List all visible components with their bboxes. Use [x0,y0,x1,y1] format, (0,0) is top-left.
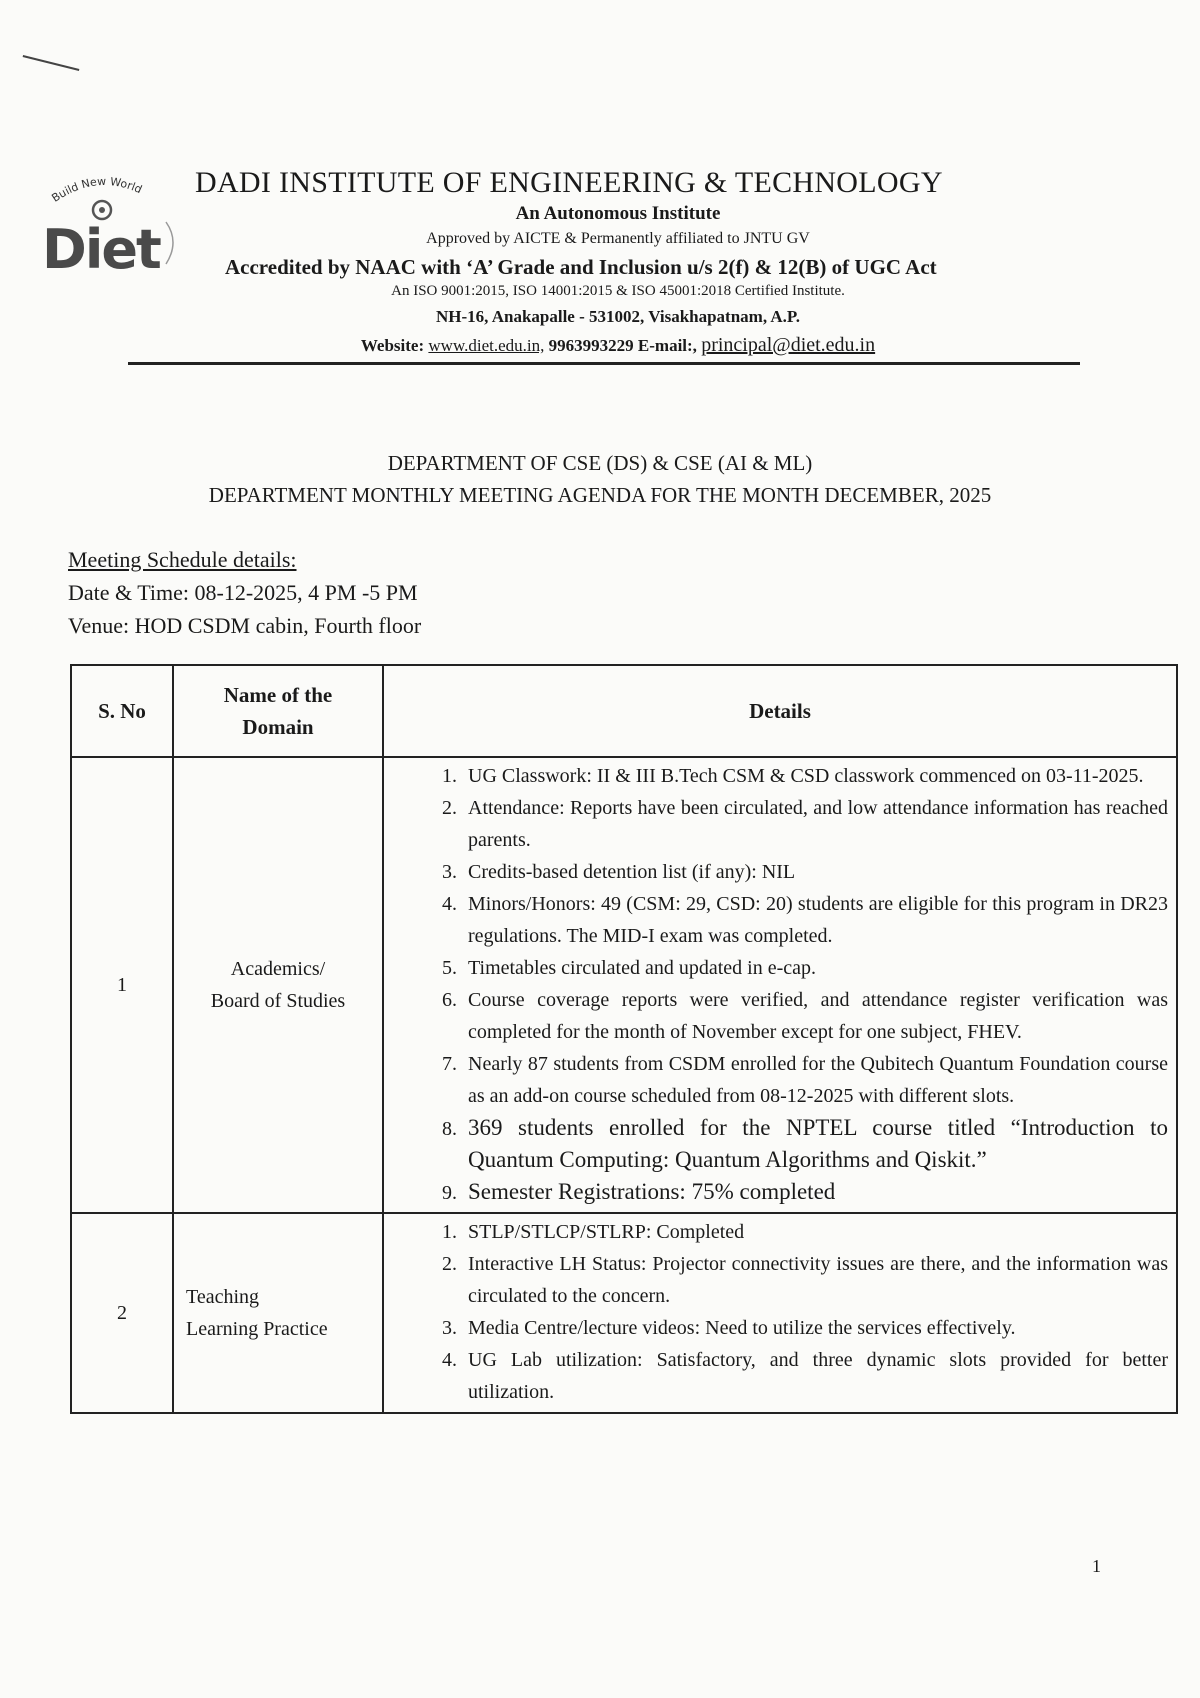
approval-line: Approved by AICTE & Permanently affiliated to JNTU GV [426,230,810,247]
website-label: Website: [360,336,425,355]
list-item: 1. UG Classwork: II & III B.Tech CSM & CSD classwork commenced on 03-11-2025. [462,760,1168,792]
table-row [71,757,1177,1213]
row-domain-line1: Academics/ [230,958,326,980]
list-item: 2. Attendance: Reports have been circulated, and low attendance information has reached parents. [462,792,1168,856]
header-domain [173,665,383,757]
pen-mark [23,55,80,71]
row-domain [173,1213,383,1413]
page-number: 1 [1092,1556,1101,1576]
contact-line [118,334,1118,357]
schedule-heading: Meeting Schedule details: [68,547,297,572]
list-item: 5. Timetables circulated and updated in e-cap. [462,952,1168,984]
list-item: 1. STLP/STLCP/STLRP: Completed [462,1216,1168,1248]
row-domain-line2: Learning Practice [186,1318,328,1340]
email-link[interactable]: principal@diet.edu.in [701,334,876,356]
header-details: Details [383,665,1177,757]
row-domain-line1: Teaching [186,1286,260,1308]
row-details [383,1213,1177,1413]
phone-number: 9963993229 [548,336,634,355]
header-domain-line2: Domain [242,715,314,739]
row-details [383,757,1177,1213]
agenda-table [70,664,1178,1414]
department-title: DEPARTMENT OF CSE (DS) & CSE (AI & ML) [387,451,813,475]
table-row [71,1213,1177,1413]
iso-line: An ISO 9001:2015, ISO 14001:2015 & ISO 45001:2018 Certified Institute. [391,283,845,299]
website-link[interactable]: www.diet.edu.in, [428,336,545,355]
address-line: NH-16, Anakapalle - 531002, Visakhapatnam, A.P. [436,307,800,326]
meeting-venue: Venue: HOD CSDM cabin, Fourth floor [68,613,422,638]
list-item: 6. Course coverage reports were verified, and attendance register verification was completed for the month of November except for one subject, FHEV. [462,984,1168,1048]
row-sno: 1 [71,757,173,1213]
row-sno: 2 [71,1213,173,1413]
logo-wordmark: Diet [42,218,160,281]
header-sno: S. No [71,665,173,757]
list-item: 3. Credits-based detention list (if any): NIL [462,856,1168,888]
list-item: 4. Minors/Honors: 49 (CSM: 29, CSD: 20) students are eligible for this program in DR23 regulations. The MID-I exam was completed. [462,888,1168,952]
list-item: 2. Interactive LH Status: Projector connectivity issues are there, and the information was circulated to the concern. [462,1248,1168,1312]
list-item: 9. Semester Registrations: 75% completed [462,1176,1168,1208]
header-divider [128,362,1080,365]
meeting-date-time: Date & Time: 08-12-2025, 4 PM -5 PM [68,580,418,605]
list-item: 3. Media Centre/lecture videos: Need to utilize the services effectively. [462,1312,1168,1344]
agenda-title: DEPARTMENT MONTHLY MEETING AGENDA FOR THE MONTH DECEMBER, 2025 [208,483,992,507]
header-domain-line1: Name of the [223,683,333,707]
row-domain [173,757,383,1213]
table-header-row [71,665,1177,757]
institute-subtitle: An Autonomous Institute [515,203,721,224]
list-item: 8. 369 students enrolled for the NPTEL course titled “Introduction to Quantum Computing: Quantum Algorithms and Qiskit.” [462,1112,1168,1176]
logo-tagline: Build New World [49,174,144,205]
row-domain-line2: Board of Studies [210,990,346,1012]
list-item: 7. Nearly 87 students from CSDM enrolled for the Qubitech Quantum Foundation course as an add-on course scheduled from 08-12-2025 with different slots. [462,1048,1168,1112]
institute-name: DADI INSTITUTE OF ENGINEERING & TECHNOLOGY [195,166,943,199]
list-item: 4. UG Lab utilization: Satisfactory, and three dynamic slots provided for better utilization. [462,1344,1168,1408]
email-label: E-mail:, [637,336,697,355]
accreditation-line: Accredited by NAAC with ‘A’ Grade and Inclusion u/s 2(f) & 12(B) of UGC Act [225,255,937,279]
institute-logo [42,172,192,282]
